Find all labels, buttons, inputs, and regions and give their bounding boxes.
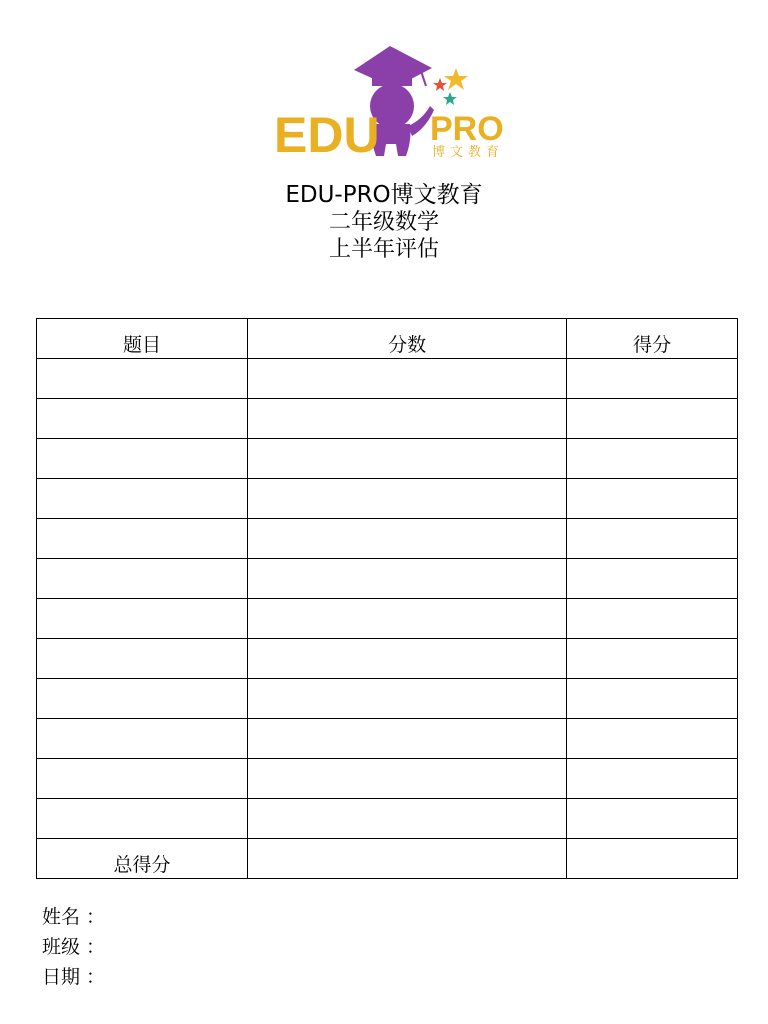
table-row (37, 719, 738, 759)
points-cell (247, 399, 566, 439)
score-cell (567, 559, 738, 599)
question-cell (37, 359, 248, 399)
points-cell (247, 479, 566, 519)
logo-pro-text: PRO (430, 110, 504, 148)
question-cell (37, 679, 248, 719)
question-cell (37, 799, 248, 839)
student-info (42, 902, 105, 992)
logo-subtitle-text: 博文教育 (432, 145, 505, 160)
header-question: 题目 (37, 319, 248, 359)
question-cell (37, 559, 248, 599)
edu-pro-logo-graphic (272, 40, 532, 165)
document-header (0, 182, 768, 263)
table-row (37, 639, 738, 679)
score-cell (567, 679, 738, 719)
question-cell (37, 639, 248, 679)
question-cell (37, 719, 248, 759)
table-row (37, 799, 738, 839)
header-points: 分数 (247, 319, 566, 359)
points-cell (247, 359, 566, 399)
logo-edu-text: EDU (274, 107, 380, 163)
total-row (37, 839, 738, 879)
table-row (37, 599, 738, 639)
score-cell (567, 359, 738, 399)
points-cell (247, 599, 566, 639)
score-cell (567, 439, 738, 479)
points-cell (247, 759, 566, 799)
question-cell (37, 759, 248, 799)
grade-subject: 二年级数学 (328, 210, 439, 235)
name-label: 姓名 ： (42, 906, 106, 928)
table-row (37, 399, 738, 439)
points-cell (247, 439, 566, 479)
question-cell (37, 479, 248, 519)
total-score-cell (567, 839, 738, 879)
star-icon (443, 92, 457, 105)
table-row (37, 479, 738, 519)
question-cell (37, 439, 248, 479)
table-row (37, 359, 738, 399)
total-points-cell (247, 839, 566, 879)
points-cell (247, 799, 566, 839)
points-cell (247, 559, 566, 599)
document-title: EDU-PRO博文教育 (285, 182, 483, 208)
table-row (37, 679, 738, 719)
date-label: 日期 ： (42, 966, 106, 988)
score-cell (567, 639, 738, 679)
points-cell (247, 719, 566, 759)
points-cell (247, 639, 566, 679)
star-icon (444, 68, 468, 90)
score-cell (567, 519, 738, 559)
score-cell (567, 599, 738, 639)
score-cell (567, 479, 738, 519)
table-body (37, 359, 738, 839)
score-table (36, 318, 738, 879)
table-row (37, 439, 738, 479)
header-score: 得分 (567, 319, 738, 359)
table-header-row (37, 319, 738, 359)
table-row (37, 559, 738, 599)
score-cell (567, 799, 738, 839)
question-cell (37, 519, 248, 559)
question-cell (37, 399, 248, 439)
table-row (37, 519, 738, 559)
points-cell (247, 519, 566, 559)
edu-pro-logo (272, 40, 532, 165)
question-cell (37, 599, 248, 639)
points-cell (247, 679, 566, 719)
score-cell (567, 719, 738, 759)
assessment-title: 上半年评估 (328, 237, 439, 262)
class-label: 班级 ： (42, 936, 106, 958)
star-icon (433, 78, 447, 91)
score-cell (567, 759, 738, 799)
total-label: 总得分 (37, 839, 248, 879)
table-row (37, 759, 738, 799)
score-cell (567, 399, 738, 439)
